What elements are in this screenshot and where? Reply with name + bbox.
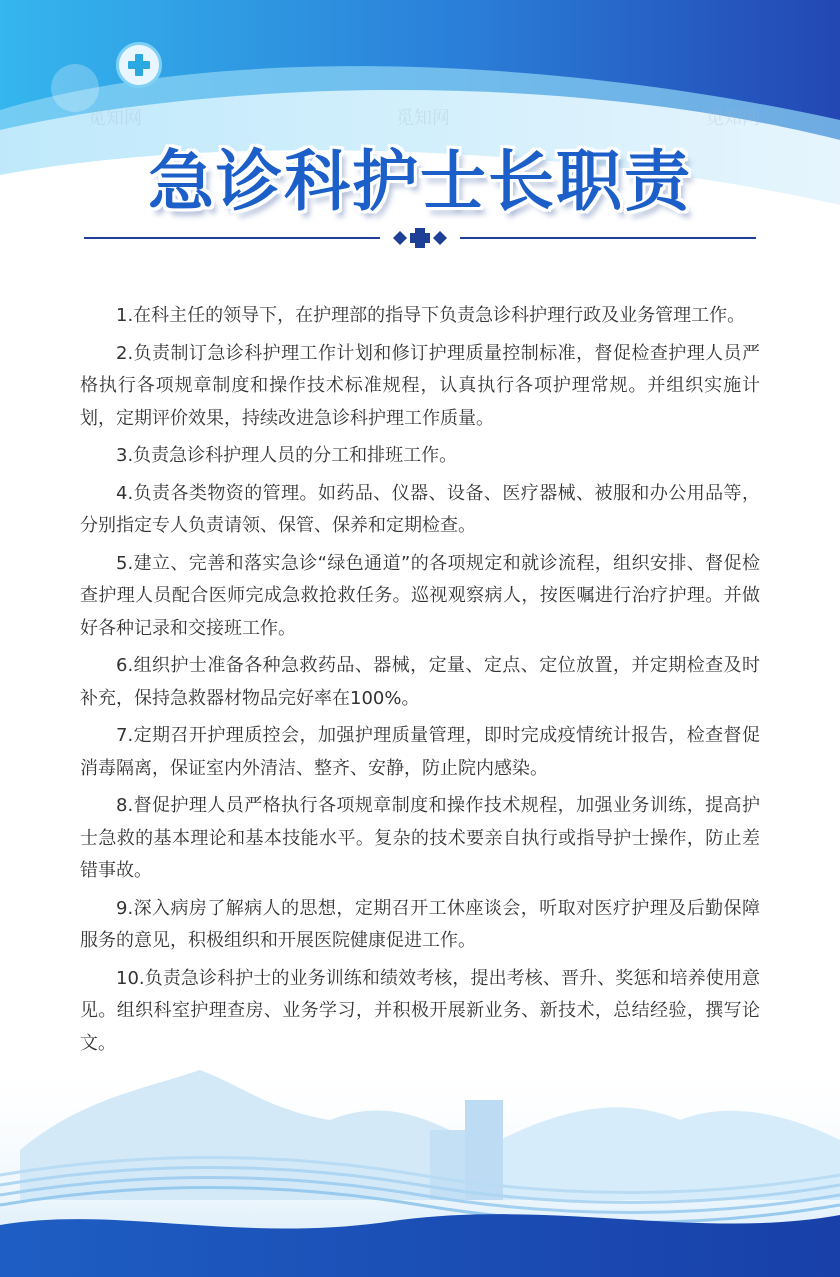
duty-item-5: 5.建立、完善和落实急诊“绿色通道”的各项规定和就诊流程，组织安排、督促检查护理人员配合医师完成急救抢救任务。巡视观察病人，按医嘱进行治疗护理。并做好各种记录和交接班工作。 (80, 552, 760, 639)
duty-item-2: 2.负责制订急诊科护理工作计划和修订护理质量控制标准，督促检查护理人员严格执行各项规章制度和操作技术标准规程，认真执行各项护理常规。并组织实施计划，定期评价效果，持续改进急诊科护理工作质量。 (80, 342, 760, 429)
duty-item-6: 6.组织护士准备各种急救药品、器械，定量、定点、定位放置，并定期检查及时补充，保持急救器材物品完好率在100%。 (80, 655, 760, 709)
duty-item-10: 10.负责急诊科护士的业务训练和绩效考核，提出考核、晋升、奖惩和培养使用意见。组织科室护理查房、业务学习，并积极开展新业务、新技术，总结经验，撰写论文。 (80, 967, 760, 1054)
diamond-icon (433, 231, 447, 245)
duty-item-7: 7.定期召开护理质控会，加强护理质量管理，即时完成疫情统计报告，检查督促消毒隔离，保证室内外清洁、整齐、安静，防止院内感染。 (80, 725, 760, 779)
watermark: 觅知网 (396, 108, 450, 129)
diamond-icon (393, 231, 407, 245)
medical-cross-icon (410, 228, 430, 248)
duties-list (80, 300, 760, 1065)
title-divider (84, 226, 756, 250)
watermark: 觅知网 (88, 108, 142, 129)
medical-logo (116, 42, 162, 88)
duty-item-4: 4.负责各类物资的管理。如药品、仪器、设备、医疗器械、被服和办公用品等，分别指定专人负责请领、保管、保养和定期检查。 (80, 482, 760, 536)
watermark: 觅知网 (706, 108, 760, 129)
duty-item-3: 3.负责急诊科护理人员的分工和排班工作。 (116, 445, 458, 466)
page-title: 急诊科护士长职责 (148, 143, 692, 220)
medical-cross-icon (127, 53, 151, 77)
duty-item-8: 8.督促护理人员严格执行各项规章制度和操作技术规程，加强业务训练，提高护士急救的基本理论和基本技能水平。复杂的技术要亲自执行或指导护士操作，防止差错事故。 (80, 795, 760, 881)
duty-item-1: 1.在科主任的领导下，在护理部的指导下负责急诊科护理行政及业务管理工作。 (116, 305, 746, 326)
duty-item-9: 9.深入病房了解病人的思想，定期召开工休座谈会，听取对医疗护理及后勤保障服务的意见，积极组织和开展医院健康促进工作。 (80, 897, 760, 951)
